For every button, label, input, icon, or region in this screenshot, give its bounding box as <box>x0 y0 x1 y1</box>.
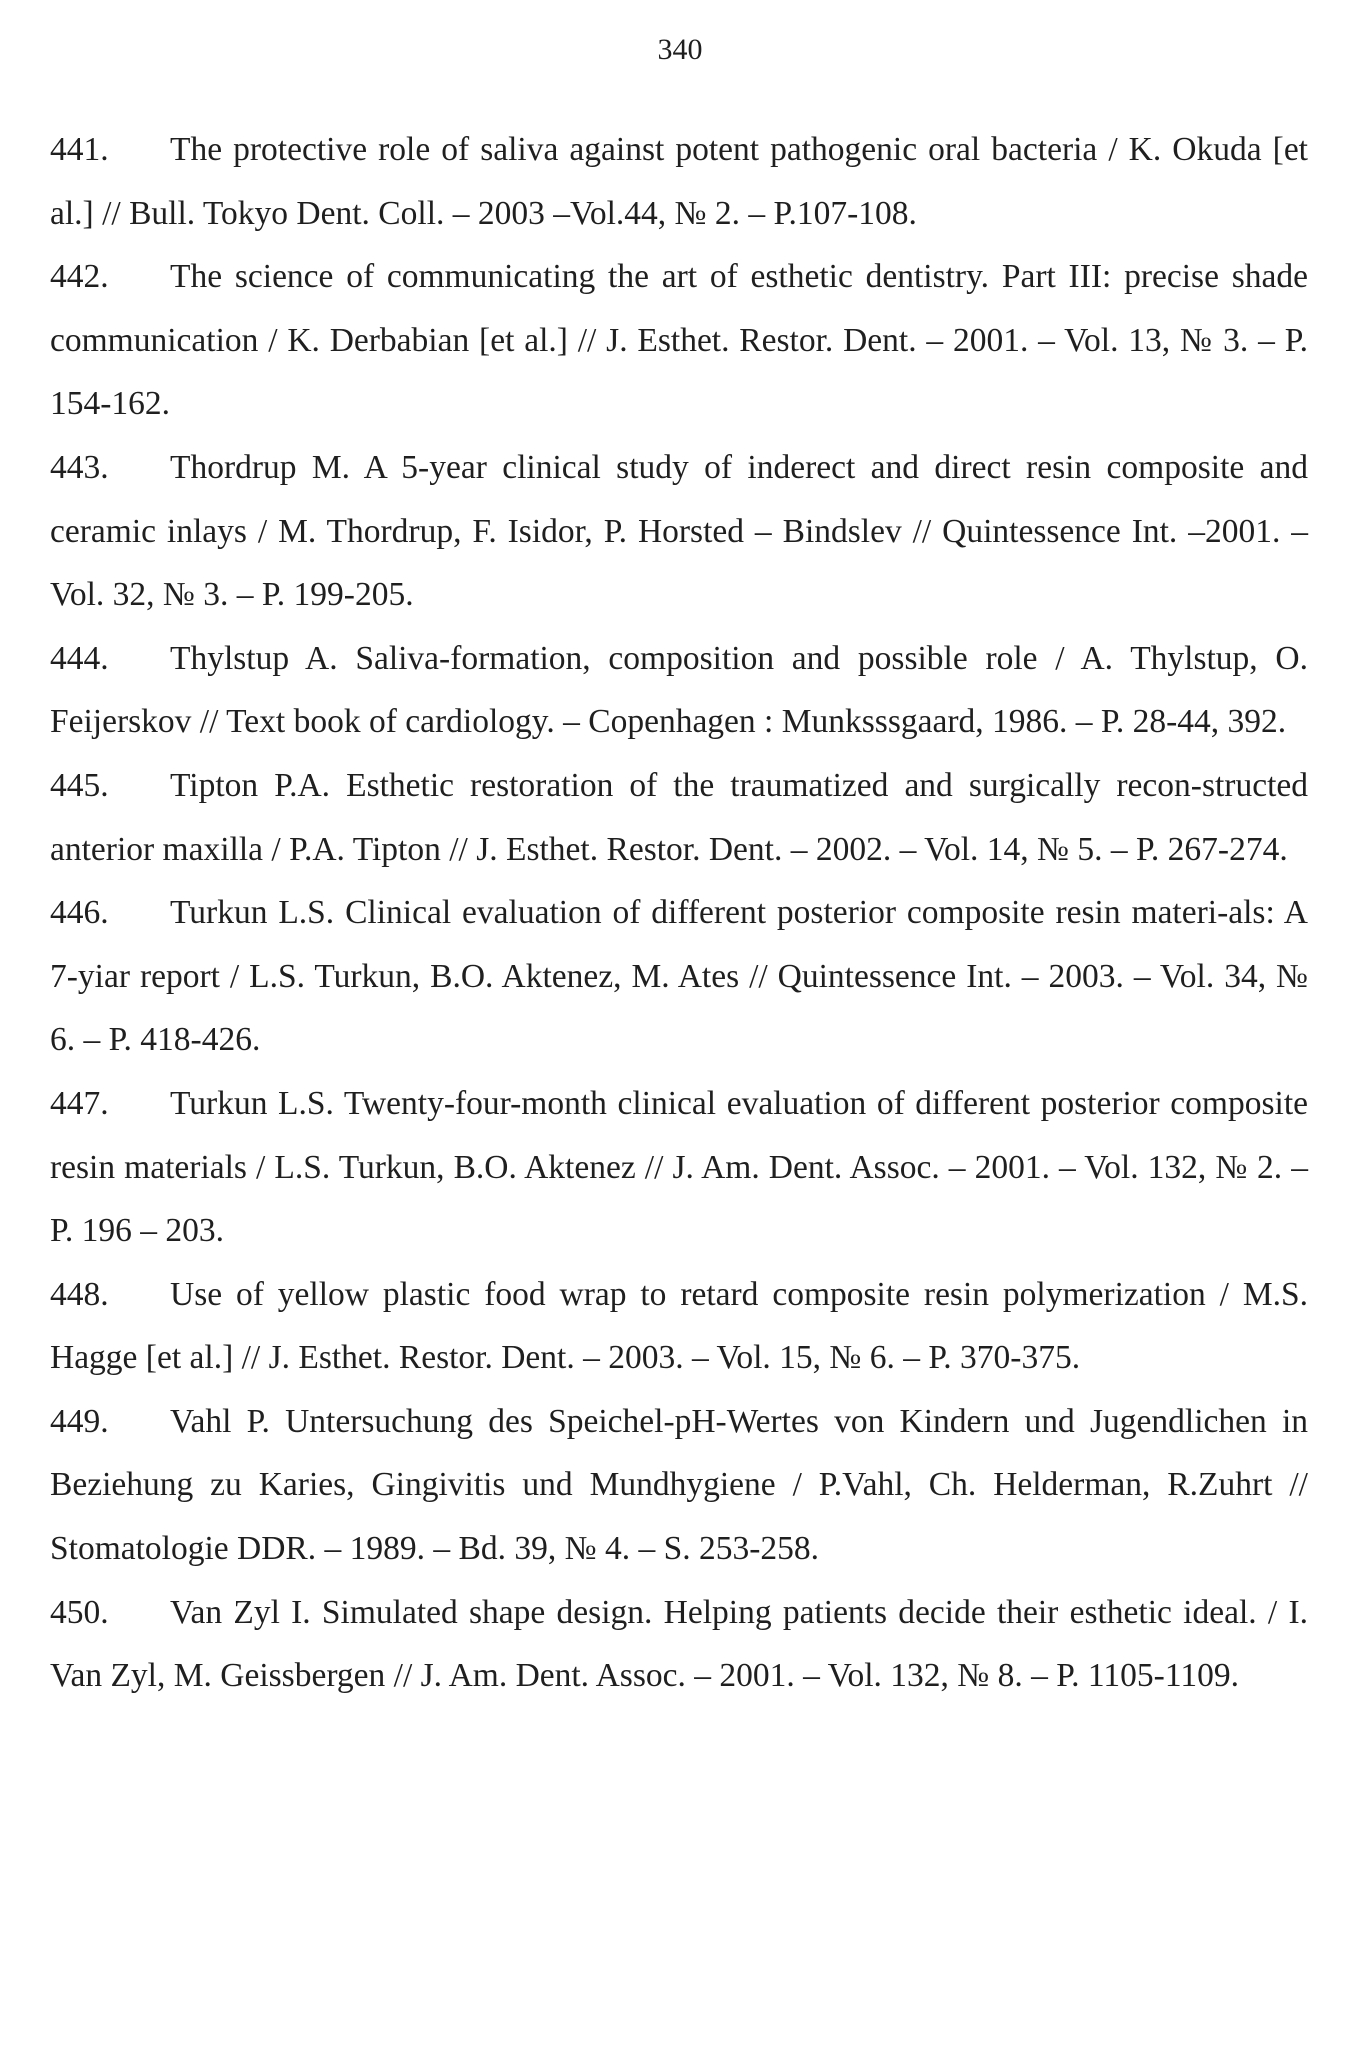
reference-item <box>50 881 1308 1072</box>
reference-number: 445. <box>50 766 109 804</box>
reference-number: 450. <box>50 1593 109 1631</box>
reference-text: Tipton P.A. Esthetic restoration of the traumatized and surgically recon-structed anterior maxilla / P.A. Tipton // J. Esthet. Restor. Dent. – 2002. – Vol. 14, № 5. – P. 267-274. <box>50 766 1308 868</box>
reference-number: 443. <box>50 448 109 486</box>
reference-list <box>50 118 1308 1708</box>
reference-text: Van Zyl I. Simulated shape design. Helping patients decide their esthetic ideal. / I. Van Zyl, M. Geissbergen // J. Am. Dent. Assoc. – 2001. – Vol. 132, № 8. – P. 1105-1109. <box>50 1593 1308 1695</box>
reference-item <box>50 627 1308 754</box>
page-number: 340 <box>657 33 703 66</box>
reference-item <box>50 1581 1308 1708</box>
reference-item <box>50 436 1308 627</box>
reference-text: Vahl P. Untersuchung des Speichel-pH-Wertes von Kindern und Jugendlichen in Beziehung zu Karies, Gingivitis und Mundhygiene / P.Vahl, Ch. Helderman, R.Zuhrt // Stomatologie DDR. – 1989. – Bd. 39, № 4. – S. 253-258. <box>50 1402 1308 1568</box>
reference-number: 441. <box>50 131 109 168</box>
reference-item <box>50 1390 1308 1581</box>
reference-number: 442. <box>50 258 109 296</box>
reference-text: Turkun L.S. Twenty-four-month clinical evaluation of different posterior composite resin materials / L.S. Turkun, B.O. Aktenez // J. Am. Dent. Assoc. – 2001. – Vol. 132, № 2. – P. 196 – 203. <box>50 1084 1308 1250</box>
reference-item <box>50 1072 1308 1263</box>
reference-text: Thylstup A. Saliva-formation, composition and possible role / A. Thylstup, O. Feijerskov // Text book of cardiology. – Copenhagen : Munksssgaard, 1986. – P. 28-44, 392. <box>50 639 1308 741</box>
reference-item <box>50 118 1308 245</box>
reference-text: The science of communicating the art of esthetic dentistry. Part III: precise shade communication / K. Derbabian [et al.] // J. Esthet. Restor. Dent. – 2001. – Vol. 13, № 3. – P. 154-162. <box>50 258 1308 423</box>
reference-item <box>50 245 1308 436</box>
reference-text: The protective role of saliva against potent pathogenic oral bacteria / K. Okuda [et al.] // Bull. Tokyo Dent. Coll. – 2003 –Vol.44, № 2. – P.107-108. <box>50 131 1308 232</box>
reference-text: Turkun L.S. Clinical evaluation of different posterior composite resin materi-als: A 7-yiar report / L.S. Turkun, B.O. Aktenez, M. Ates // Quintessence Int. – 2003. – Vol. 34, № 6. – P. 418-426. <box>50 894 1308 1059</box>
reference-number: 444. <box>50 639 109 677</box>
reference-text: Thordrup M. A 5-year clinical study of inderect and direct resin composite and ceramic inlays / M. Thordrup, F. Isidor, P. Horsted – Bindslev // Quintessence Int. –2001. – Vol. 32, № 3. – P. 199-205. <box>50 448 1308 614</box>
reference-number: 447. <box>50 1084 109 1122</box>
reference-number: 448. <box>50 1275 109 1313</box>
reference-number: 449. <box>50 1402 109 1440</box>
reference-item <box>50 1263 1308 1390</box>
reference-text: Use of yellow plastic food wrap to retard composite resin polymerization / M.S. Hagge [et al.] // J. Esthet. Restor. Dent. – 2003. – Vol. 15, № 6. – P. 370-375. <box>50 1275 1308 1377</box>
reference-item <box>50 754 1308 881</box>
reference-number: 446. <box>50 894 109 932</box>
